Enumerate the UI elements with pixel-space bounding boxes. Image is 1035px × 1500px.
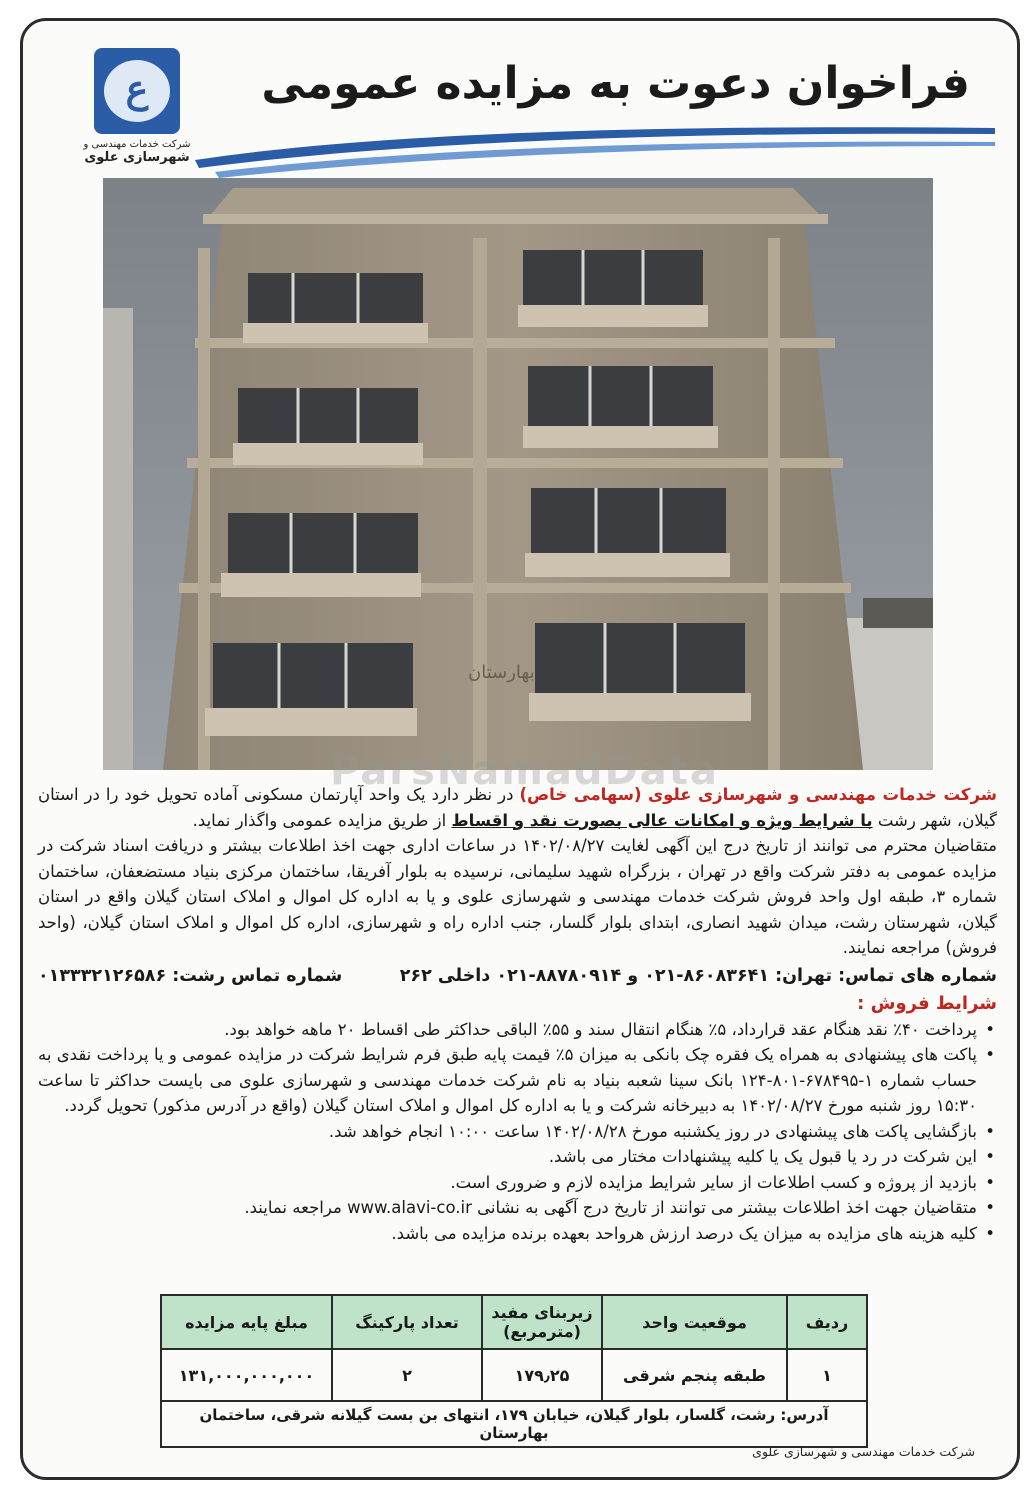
contact-tehran: شماره های تماس: تهران: ۸۶۰۸۳۶۴۱-۰۲۱ و ۸۸۷۸۰۹۱۴-۰۲۱ داخلی ۲۶۲ <box>399 965 997 986</box>
condition-item: • کلیه هزینه های مزایده به میزان یک درصد ارزش هرواحد بعهده برنده مزایده می باشد. <box>38 1221 981 1247</box>
header-area: زیربنای مفید (مترمربع) <box>482 1295 602 1349</box>
address-row <box>161 1401 867 1447</box>
conditions-list <box>38 1017 997 1247</box>
condition-item: • متقاضیان جهت اخذ اطلاعات بیشتر می توانند از تاریخ درج آگهی به نشانی www.alavi-co.ir مراجعه نمایند. <box>38 1195 981 1221</box>
cell-parking: ۲ <box>332 1349 482 1401</box>
footer-company: شرکت خدمات مهندسی و شهرسازی علوی <box>752 1444 975 1459</box>
logo-icon <box>94 48 180 134</box>
header-base-price: مبلغ پایه مزایده <box>161 1295 332 1349</box>
condition-item: • بازدید از پروژه و کسب اطلاعات از سایر شرایط مزایده لازم و ضروری است. <box>38 1170 981 1196</box>
ad-body <box>38 782 997 1246</box>
page-title: فراخوان دعوت به مزایده عمومی <box>261 58 970 109</box>
conditions-title: شرایط فروش : <box>857 993 997 1014</box>
address-cell: آدرس: رشت، گلسار، بلوار گیلان، خیابان ۱۷۹، انتهای بن بست گیلانه شرقی، ساختمان بهارستان <box>161 1401 867 1447</box>
logo-caption <box>62 138 212 164</box>
auction-table <box>160 1294 868 1448</box>
condition-item: • این شرکت در رد یا قبول یک یا کلیه پیشنهادات مختار می باشد. <box>38 1144 981 1170</box>
contact-rasht: شماره تماس رشت: ۰۱۳۳۳۲۱۲۶۵۸۶ <box>38 965 343 986</box>
company-logo <box>62 48 212 168</box>
cell-row-number: ۱ <box>787 1349 867 1401</box>
intro-paragraph <box>38 782 997 833</box>
building-sign: بهارستان <box>468 662 535 683</box>
contact-line <box>38 964 997 990</box>
logo-caption-big: شهرسازی علوی <box>84 150 190 165</box>
intro-text-2: از طریق مزایده عمومی واگذار نماید. <box>192 810 452 830</box>
table-row <box>161 1349 867 1401</box>
header-parking: تعداد پارکینگ <box>332 1295 482 1349</box>
company-name: شرکت خدمات مهندسی و شهرسازی علوی (سهامی خاص) <box>519 785 997 804</box>
condition-item: • بازگشایی پاکت های پیشنهادی در روز یکشنبه مورخ ۱۴۰۲/۰۸/۲۸ ساعت ۱۰:۰۰ انجام خواهد شد. <box>38 1119 981 1145</box>
watermark: ParsNamadData <box>330 748 719 794</box>
intro-highlight: با شرایط ویژه و امکانات عالی بصورت نقد و اقساط <box>451 810 873 830</box>
applicants-paragraph: متقاضیان محترم می توانند از تاریخ درج این آگهی لغایت ۱۴۰۲/۰۸/۲۷ در ساعات اداری جهت اخذ اطلاعات بیشتر و دریافت اسناد شرکت در مزایده عمومی به دفتر شرکت واقع در تهران ، بزرگراه شهید سلیمانی، نرسیده به بلوار آفریقا، ساختمان مرکزی بنیاد مستضعفان، ساختمان شماره ۳، طبقه اول واحد فروش شرکت خدمات مهندسی و شهرسازی علوی و یا به اداره کل اموال و املاک استان گیلان واقع در استان گیلان، شهرستان رشت، میدان شهید انصاری، ابتدای بلوار گلسار، جنب اداره راه و شهرسازی، اداره کل اموال و املاک استان گیلان، (واحد فروش) مراجعه نمایند. <box>38 836 998 957</box>
logo-caption-small: شرکت خدمات مهندسی و <box>83 139 191 150</box>
logo-glyph: ع <box>125 66 149 111</box>
building-photo <box>103 178 933 770</box>
cell-unit-location: طبقه پنجم شرقی <box>602 1349 787 1401</box>
table-header-row <box>161 1295 867 1349</box>
header-unit-location: موقعیت واحد <box>602 1295 787 1349</box>
condition-item: • پاکت های پیشنهادی به همراه یک فقره چک بانکی به میزان ۵٪ قیمت پایه طبق فرم شرایط شرکت در مزایده عمومی و یا پرداخت نقدی به حساب شماره ۱-۶۷۸۴۹۵-۸۰۱-۱۲۴ بانک سینا شعبه بنیاد به نام شرکت خدمات مهندسی و شهرسازی علوی می بایست حداکثر تا ساعت ۱۵:۳۰ روز شنبه مورخ ۱۴۰۲/۰۸/۲۷ به دبیرخانه شرکت و یا به اداره کل اموال و املاک استان گیلان (واقع در آدرس مذکور) تحویل گردد. <box>38 1042 981 1119</box>
condition-item: • پرداخت ۴۰٪ نقد هنگام عقد قرارداد، ۵٪ هنگام انتقال سند و ۵۵٪ الباقی حداکثر طی اقساط ۲۰ ماهه خواهد بود. <box>38 1017 981 1043</box>
intro-text-1: در نظر دارد یک واحد آپارتمان مسکونی آماده تحویل خود را در استان گیلان، شهر رشت <box>38 785 997 830</box>
cell-area: ۱۷۹٫۲۵ <box>482 1349 602 1401</box>
cell-base-price: ۱۳۱,۰۰۰,۰۰۰,۰۰۰ <box>161 1349 332 1401</box>
header-swoosh <box>195 120 995 180</box>
header-row-number: ردیف <box>787 1295 867 1349</box>
